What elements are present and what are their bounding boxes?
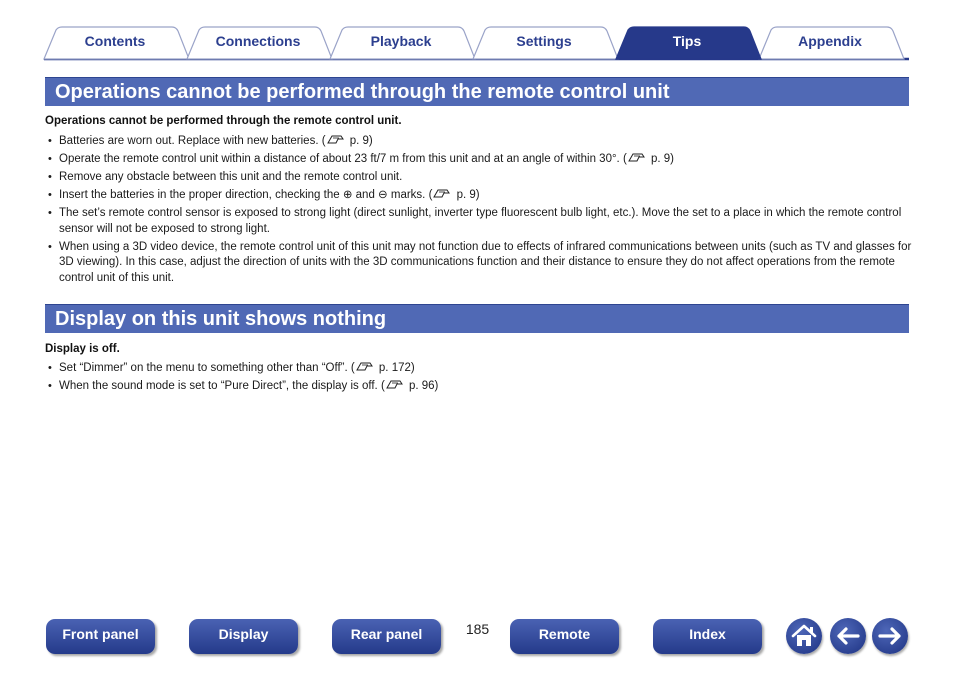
- rear-panel-button[interactable]: Rear panel: [332, 619, 441, 654]
- tab-contents[interactable]: Contents: [84, 33, 146, 49]
- page-reference-link[interactable]: p. 9): [453, 189, 480, 201]
- forward-arrow-icon: [872, 618, 908, 654]
- page-reference-link[interactable]: p. 172): [375, 362, 415, 374]
- page-reference-link[interactable]: p. 96): [405, 380, 439, 392]
- bullet-list: [45, 134, 915, 289]
- page-reference-link[interactable]: p. 9): [647, 153, 674, 165]
- page-reference-icon: [433, 188, 451, 199]
- top-tab-bar: [0, 0, 954, 62]
- page-reference-icon: [386, 379, 404, 390]
- list-item: • When using a 3D video device, the remote control unit of this unit may not function due to effects of infrared communications between units (such as TV and glasses for 3D viewing). In this case, adjust the direction of units with the 3D communications function and their distance to ensure they do not affect operations from the remote control unit of this unit.: [45, 240, 915, 287]
- section-title: Display on this unit shows nothing: [55, 308, 387, 330]
- list-item: • When the sound mode is set to “Pure Direct”, the display is off. ( p. 96): [45, 379, 915, 395]
- bullet-list: [45, 361, 915, 397]
- tab-connections[interactable]: Connections: [215, 33, 301, 49]
- page-number: 185: [465, 621, 490, 637]
- remote-button[interactable]: Remote: [510, 619, 619, 654]
- display-button[interactable]: Display: [189, 619, 298, 654]
- tab-outlines: [0, 0, 954, 62]
- list-item: • The set’s remote control sensor is exposed to strong light (direct sunlight, inverter type fluorescent bulb light, etc.). Move the set to a place in which the remote control sensor will not be exposed to strong light.: [45, 206, 915, 237]
- front-panel-button[interactable]: Front panel: [46, 619, 155, 654]
- index-button[interactable]: Index: [653, 619, 762, 654]
- page-reference-link[interactable]: p. 9): [346, 135, 373, 147]
- home-button[interactable]: [786, 618, 822, 654]
- tab-playback[interactable]: Playback: [370, 33, 432, 49]
- list-item: • Batteries are worn out. Replace with new batteries. ( p. 9): [45, 134, 915, 150]
- section-heading-display: [45, 304, 909, 333]
- section-subheading: Display is off.: [45, 343, 120, 355]
- section-heading-remote: [45, 77, 909, 106]
- list-item: • Set “Dimmer” on the menu to something other than “Off”. ( p. 172): [45, 361, 915, 377]
- list-item: • Insert the batteries in the proper direction, checking the ⊕ and ⊖ marks. ( p. 9): [45, 188, 915, 204]
- list-item: • Remove any obstacle between this unit and the remote control unit.: [45, 170, 915, 186]
- page-reference-icon: [327, 134, 345, 145]
- forward-button[interactable]: [872, 618, 908, 654]
- page-reference-icon: [628, 152, 646, 163]
- tab-settings[interactable]: Settings: [516, 33, 572, 49]
- section-subheading: Operations cannot be performed through the remote control unit.: [45, 115, 402, 127]
- home-icon: [786, 618, 822, 654]
- list-item: • Operate the remote control unit within a distance of about 23 ft/7 m from this unit and at an angle of within 30°. ( p. 9): [45, 152, 915, 168]
- section-title: Operations cannot be performed through the remote control unit: [55, 81, 670, 103]
- back-button[interactable]: [830, 618, 866, 654]
- page-reference-icon: [356, 361, 374, 372]
- back-arrow-icon: [830, 618, 866, 654]
- tab-appendix[interactable]: Appendix: [798, 33, 862, 49]
- tab-tips[interactable]: Tips: [672, 33, 702, 49]
